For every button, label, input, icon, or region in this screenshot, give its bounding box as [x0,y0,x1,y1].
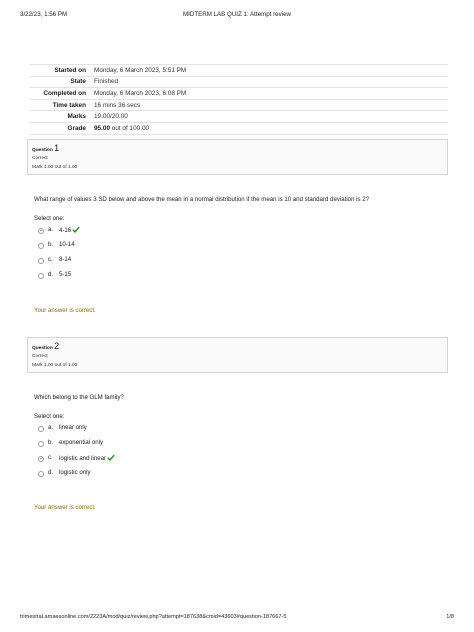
question-state: Correct [32,156,48,161]
summary-label: Started on [29,65,90,77]
radio-button[interactable] [38,456,44,462]
grade-value: 95.00 [94,124,110,132]
radio-button[interactable] [38,258,44,264]
summary-value: 19.00/20.00 [90,111,448,123]
summary-row-time-taken [29,99,448,111]
summary-label: Marks [29,111,90,123]
print-url: trimestral.amaesonline.com/2223A/mod/quiz/review.php?attempt=187638&cmid=43603#question-187667-5 [20,614,287,620]
select-one-label: Select one: [34,413,65,420]
radio-button[interactable] [38,441,44,447]
feedback-text-1: Your answer is correct. [34,307,96,314]
radio-button[interactable] [38,426,44,432]
summary-label: Time taken [29,99,90,111]
print-header [20,11,454,21]
question-info-1 [27,139,448,175]
question-state: Correct [32,354,48,359]
summary-label: State [29,76,90,88]
question-text-2: Which belong to the GLM family? [34,394,124,401]
select-one-label: Select one: [34,215,65,222]
question-text-1: What range of values 3 SD below and above the mean in a normal distribution if the mean is 10 and standard deviation is 2? [34,196,370,203]
summary-label: Grade [29,122,90,134]
radio-button[interactable] [38,471,44,477]
question-mark: Mark 1.00 out of 1.00 [32,363,78,368]
feedback-text-2: Your answer is correct. [34,504,96,511]
question-number: Question 1 [32,143,60,153]
summary-label: Completed on [29,88,90,100]
summary-row-marks [29,111,448,123]
question-info-2 [27,337,448,373]
print-footer [20,614,454,624]
summary-value: Finished [90,76,448,88]
question-number: Question 2 [32,341,60,351]
radio-button[interactable] [38,243,44,249]
radio-button[interactable] [38,273,44,279]
attempt-summary-table [29,64,448,135]
check-icon [72,226,80,233]
summary-value: 16 mins 36 secs [90,99,448,111]
print-page-number: 1/8 [446,614,454,620]
grade-out-of: out of 100.00 [110,124,150,132]
question-mark: Mark 1.00 out of 1.00 [32,165,78,170]
radio-button[interactable] [38,228,44,234]
summary-row-completed [29,88,448,100]
summary-value: Monday, 6 March 2023, 6:08 PM [90,88,448,100]
summary-row-state [29,76,448,88]
summary-value [90,122,448,134]
print-datetime: 3/22/23, 1:56 PM [20,11,68,18]
summary-row-started [29,65,448,77]
check-icon [107,454,115,461]
print-page-title: MIDTERM LAB QUIZ 1: Attempt review [183,11,291,18]
summary-row-grade [29,122,448,134]
summary-value: Monday, 6 March 2023, 5:51 PM [90,65,448,77]
